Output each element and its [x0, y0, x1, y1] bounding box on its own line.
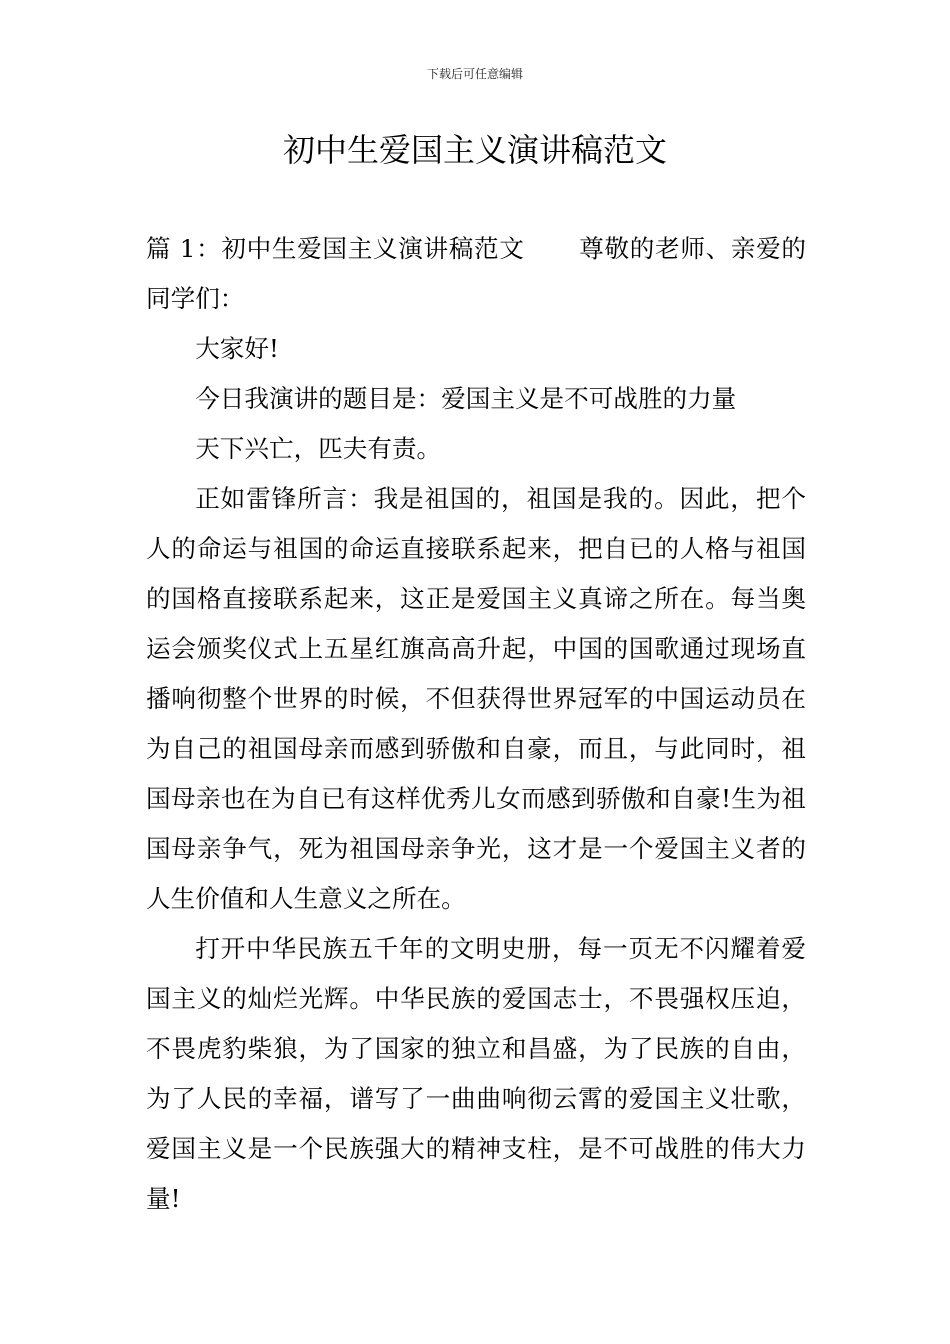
body-paragraph: 正如雷锋所言：我是祖国的，祖国是我的。因此，把个人的命运与祖国的命运直接联系起来，把自已的人格与祖国的国格直接联系起来，这正是爱国主义真谛之所在。每当奥运会颁奖仪式上五星红旗高高升起，中国的国歌通过现场直播响彻整个世界的时候，不但获得世界冠军的中国运动员在为自己的祖国母亲而感到骄傲和自豪，而且，与此同时，祖国母亲也在为自已有这样优秀儿女而感到骄傲和自豪!生为祖国母亲争气，死为祖国母亲争光，这才是一个爱国主义者的人生价值和人生意义之所在。 — [146, 484, 806, 913]
document-title: 初中生爱国主义演讲稿范文 — [282, 131, 667, 169]
opening-paragraph — [146, 224, 806, 324]
topic-paragraph: 今日我演讲的题目是：爱国主义是不可战胜的力量 — [195, 384, 737, 413]
section-label: 篇 1：初中生爱国主义演讲稿范文 — [146, 234, 525, 263]
body-paragraph: 打开中华民族五千年的文明史册，每一页无不闪耀着爱国主义的灿烂光辉。中华民族的爱国志士，不畏强权压迫，不畏虎豹柴狼，为了国家的独立和昌盛，为了民族的自由，为了人民的幸福，谱写了一曲曲响彻云霄的爱国主义壮歌，爱国主义是一个民族强大的精神支柱，是不可战胜的伟大力量! — [146, 934, 806, 1213]
header-note: 下载后可任意编辑 — [426, 67, 523, 81]
document-body — [146, 224, 806, 1224]
proverb-paragraph: 天下兴亡，匹夫有责。 — [195, 434, 442, 463]
salutation: 尊敬的老师、亲爱的同学们： — [146, 234, 806, 313]
greeting-paragraph: 大家好! — [195, 334, 279, 363]
